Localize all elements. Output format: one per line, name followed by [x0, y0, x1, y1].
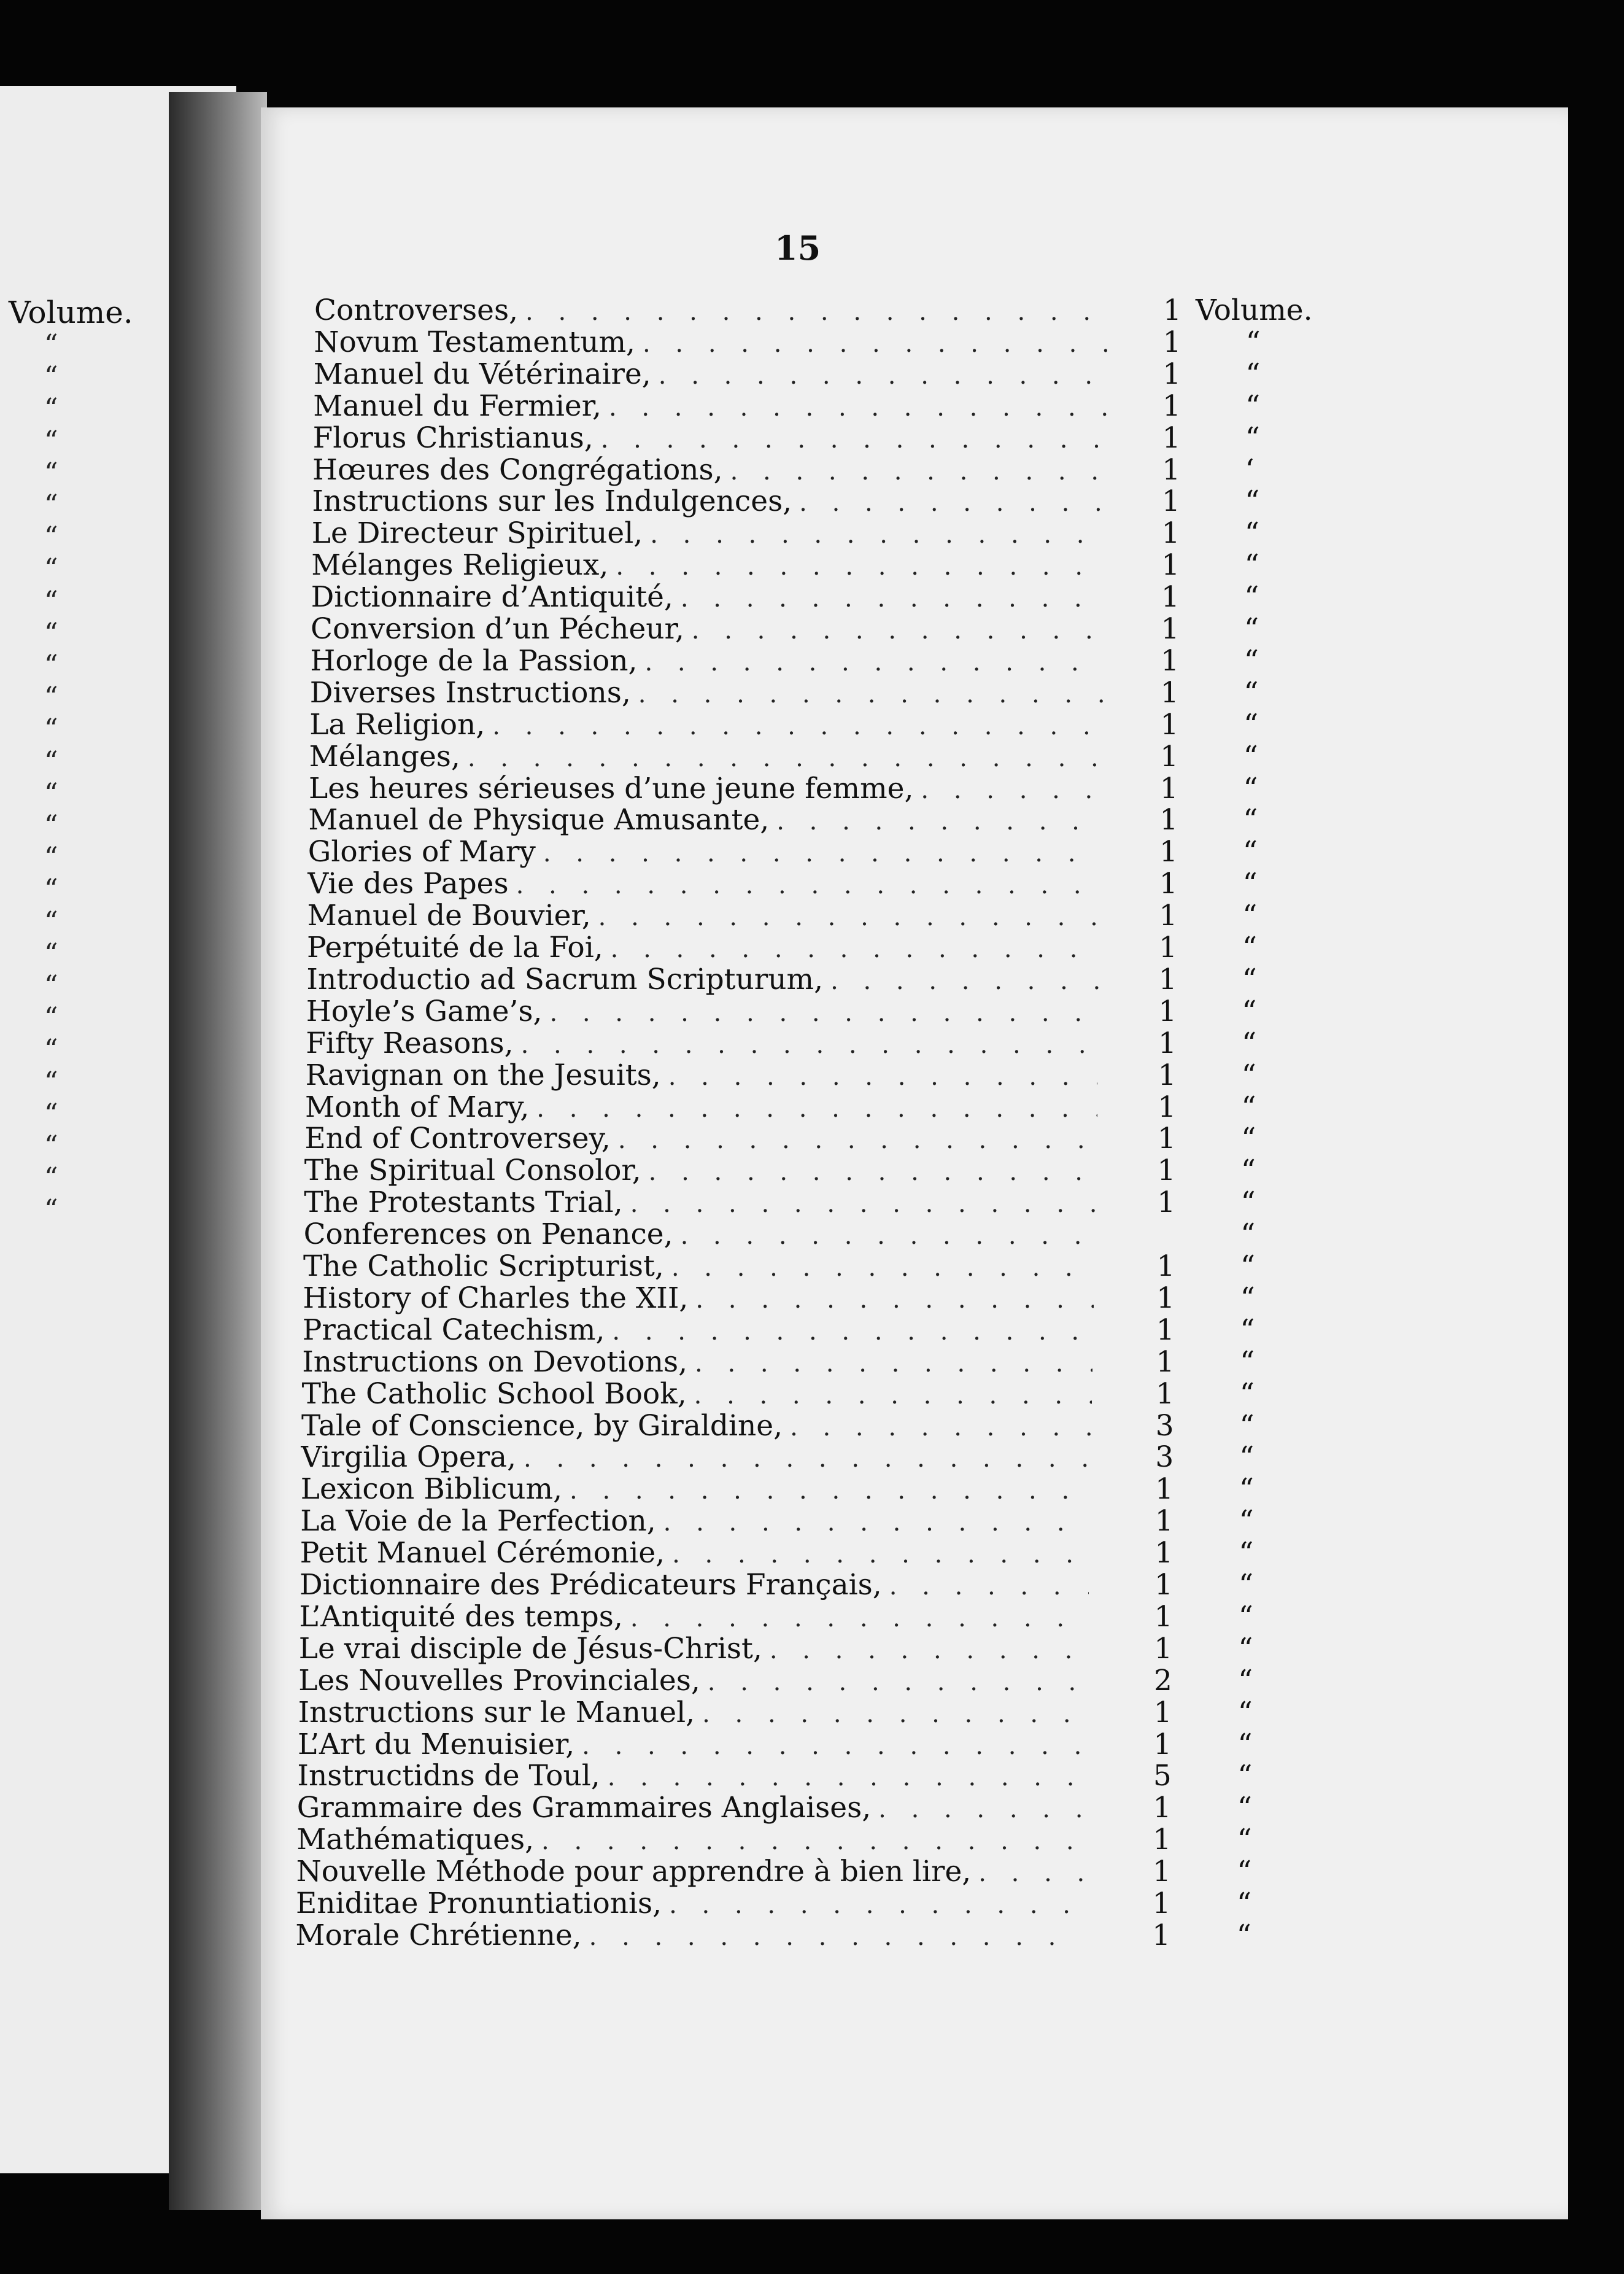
- left-ditto-mark: “: [44, 1130, 58, 1162]
- leader-dots: [570, 1477, 1091, 1505]
- leader-dots: [649, 1158, 1096, 1186]
- leader-dots: [609, 394, 1109, 422]
- ditto-mark: “: [1237, 1887, 1252, 1920]
- leader-dots: [692, 616, 1105, 645]
- left-ditto-mark: “: [44, 745, 58, 777]
- catalogue-entry: [300, 1536, 1097, 1568]
- left-ditto-mark: “: [44, 937, 58, 969]
- catalogue-entry: [306, 995, 1106, 1026]
- ditto-mark: “: [1242, 994, 1257, 1028]
- entry-title: Virgilia Opera,: [301, 1440, 517, 1475]
- entry-volume-count: 1: [1153, 1791, 1172, 1825]
- entry-title: History of Charles the XII,: [303, 1281, 689, 1315]
- entry-title: Manuel du Vétérinaire,: [313, 357, 651, 391]
- entry-volume-count: 1: [1161, 643, 1180, 678]
- entry-title: Nouvelle Méthode pour apprendre à bien lire,: [296, 1855, 972, 1889]
- entry-title: Instructions sur les Indulgences,: [312, 484, 792, 519]
- ditto-mark: “: [1237, 1759, 1253, 1793]
- ditto-mark: “: [1245, 421, 1260, 455]
- entry-title: Dictionnaire des Prédicateurs Français,: [300, 1568, 882, 1602]
- entry-title: L’Art du Menuisier,: [298, 1727, 575, 1761]
- leader-dots: [525, 298, 1111, 326]
- entry-title: Grammaire des Grammaires Anglaises,: [296, 1791, 872, 1825]
- left-ditto-mark: “: [44, 489, 58, 521]
- entry-volume-count: 1: [1159, 803, 1178, 837]
- leader-dots: [541, 1827, 1085, 1855]
- catalogue-entry: [311, 612, 1113, 644]
- catalogue-entry: [304, 1154, 1104, 1186]
- catalogue-entry: [296, 1887, 1091, 1919]
- entry-volume-count: 5: [1153, 1759, 1172, 1793]
- entry-title: Fifty Reasons,: [306, 1026, 514, 1060]
- left-ditto-mark: “: [44, 650, 58, 681]
- catalogue-entry: [313, 421, 1116, 453]
- left-ditto-mark: “: [44, 1002, 58, 1034]
- left-ditto-mark: “: [44, 553, 58, 585]
- entry-volume-count: 1: [1162, 452, 1181, 487]
- entry-title: Conversion d’un Pécheur,: [311, 612, 684, 646]
- leader-dots: [638, 680, 1104, 708]
- entry-volume-count: 1: [1154, 1536, 1174, 1570]
- entry-volume-count: 1: [1162, 357, 1181, 391]
- left-ditto-mark: “: [44, 681, 58, 713]
- page-number: 15: [775, 228, 821, 268]
- entry-title: Manuel du Fermier,: [313, 389, 601, 423]
- entry-title: The Catholic School Book,: [301, 1376, 687, 1411]
- ditto-mark: “: [1240, 1345, 1255, 1379]
- catalogue-entry: [312, 453, 1116, 485]
- leader-dots: [681, 1222, 1095, 1250]
- ditto-mark: “: [1238, 1631, 1253, 1666]
- catalogue-entry: [309, 740, 1111, 772]
- entry-volume-count: 1: [1159, 771, 1178, 805]
- entry-title: Vie des Papes: [307, 867, 509, 901]
- ditto-mark: “: [1237, 1695, 1253, 1729]
- entry-title: La Voie de la Perfection,: [300, 1504, 656, 1539]
- ditto-mark: “: [1242, 962, 1257, 996]
- leader-dots: [543, 839, 1102, 867]
- entry-title: Le vrai disciple de Jésus-Christ,: [298, 1631, 762, 1666]
- ditto-mark: “: [1240, 1154, 1256, 1188]
- ditto-mark: “: [1240, 1249, 1256, 1283]
- entry-volume-count: 1: [1153, 1695, 1172, 1729]
- catalogue-entry: [311, 580, 1113, 615]
- leader-dots: [608, 1763, 1086, 1791]
- ditto-mark: “: [1240, 1217, 1256, 1252]
- ditto-mark: ‘: [1245, 452, 1255, 487]
- entry-volume-count: 1: [1152, 1887, 1171, 1920]
- catalogue-entry: [305, 1090, 1105, 1122]
- catalogue-entry: [311, 548, 1114, 583]
- entry-volume-count: 1: [1161, 548, 1180, 583]
- left-ditto-mark: “: [44, 810, 58, 841]
- ditto-mark: “: [1245, 325, 1261, 359]
- entry-volume-count: 1: [1153, 1727, 1172, 1761]
- catalogue-entry: [302, 1345, 1100, 1377]
- entry-title: Le Directeur Spirituel,: [311, 516, 643, 551]
- left-ditto-mark: “: [44, 1162, 58, 1194]
- entry-title: Eniditae Pronuntiationis,: [296, 1887, 662, 1920]
- ditto-mark: “: [1237, 1727, 1253, 1761]
- entry-title: Horloge de la Passion,: [310, 643, 638, 678]
- leader-dots: [730, 457, 1108, 486]
- entry-title: Ravignan on the Jesuits,: [305, 1058, 661, 1092]
- entry-volume-count: 1: [1158, 962, 1177, 996]
- ditto-mark: “: [1240, 1186, 1256, 1220]
- catalogue-entry: [310, 676, 1112, 708]
- catalogue-entry: [314, 357, 1117, 389]
- ditto-mark: “: [1240, 1313, 1255, 1347]
- catalogue-entry: [312, 484, 1115, 519]
- entry-title: Instructions on Devotions,: [302, 1345, 688, 1379]
- leader-dots: [694, 1381, 1092, 1410]
- entry-title: Conferences on Penance,: [303, 1217, 673, 1252]
- catalogue-entry: [297, 1759, 1092, 1791]
- leader-dots: [611, 935, 1100, 963]
- ditto-mark: “: [1241, 1058, 1256, 1092]
- catalogue-entry: [307, 931, 1107, 963]
- catalogue-entry: [295, 1919, 1090, 1950]
- catalogue-entry: [298, 1728, 1094, 1760]
- leader-dots: [770, 1636, 1088, 1664]
- entry-volume-count: 1: [1161, 484, 1180, 519]
- catalogue-entry: [302, 1377, 1100, 1409]
- leader-dots: [659, 362, 1110, 390]
- entry-title: Month of Mary,: [305, 1090, 530, 1124]
- leader-dots: [921, 776, 1102, 804]
- catalogue-entry: [301, 1440, 1098, 1475]
- entry-volume-count: 1: [1156, 1313, 1175, 1347]
- leader-dots: [799, 489, 1107, 517]
- catalogue-entry: [303, 1249, 1102, 1281]
- entry-title: Practical Catechism,: [302, 1313, 605, 1347]
- entry-volume-count: 1: [1160, 675, 1179, 710]
- catalogue-entry: [306, 963, 1107, 995]
- catalogue-entry: [304, 1122, 1104, 1154]
- catalogue-entry: [296, 1855, 1091, 1887]
- leader-dots: [643, 330, 1110, 358]
- entry-title: End of Controversey,: [304, 1122, 611, 1156]
- catalogue-entry: [298, 1664, 1094, 1696]
- ditto-mark: “: [1244, 612, 1259, 646]
- entry-title: Dictionnaire d’Antiquité,: [311, 580, 673, 615]
- leader-dots: [516, 871, 1101, 899]
- catalogue-entry: [304, 1186, 1103, 1220]
- entry-title: Introductio ad Sacrum Scripturum,: [306, 962, 824, 996]
- entry-volume-count: 1: [1161, 612, 1180, 646]
- ditto-mark: “: [1245, 389, 1261, 423]
- left-ditto-mark: “: [44, 906, 58, 937]
- leader-dots: [468, 744, 1104, 772]
- catalogue-entry: [303, 1217, 1102, 1252]
- leader-dots: [616, 553, 1106, 581]
- catalogue-entry: [307, 867, 1108, 899]
- leader-dots: [695, 1286, 1094, 1314]
- catalogue-entry: [309, 708, 1111, 740]
- ditto-mark: “: [1237, 1855, 1252, 1889]
- ditto-mark: “: [1239, 1440, 1255, 1475]
- catalogue-entry: [299, 1632, 1095, 1664]
- left-ditto-mark: “: [44, 713, 58, 745]
- entry-volume-count: 1: [1163, 293, 1181, 327]
- ditto-mark: “: [1244, 548, 1259, 583]
- entry-volume-count: 1: [1161, 516, 1180, 551]
- ditto-mark: “: [1242, 899, 1258, 933]
- entry-volume-count: 1: [1157, 1122, 1176, 1156]
- entry-volume-count: 1: [1154, 1599, 1173, 1634]
- entry-title: Petit Manuel Cérémonie,: [300, 1536, 665, 1570]
- leader-dots: [978, 1859, 1084, 1887]
- catalogue-entry: [303, 1313, 1100, 1345]
- ditto-mark: “: [1239, 1568, 1254, 1602]
- ditto-mark: “: [1241, 1090, 1256, 1124]
- entry-volume-count: 1: [1156, 1249, 1175, 1283]
- ditto-mark: “: [1242, 867, 1258, 901]
- entry-title: Controverses,: [314, 293, 519, 327]
- leader-dots: [878, 1795, 1085, 1823]
- entry-volume-count: 1: [1158, 1090, 1177, 1124]
- ditto-mark: “: [1239, 1472, 1254, 1507]
- leader-dots: [549, 999, 1099, 1027]
- leader-dots: [671, 1254, 1094, 1282]
- leader-dots: [601, 425, 1109, 454]
- entry-volume-count: 2: [1153, 1663, 1172, 1698]
- entry-volume-count: 1: [1159, 835, 1178, 869]
- entry-volume-count: 1: [1153, 1823, 1172, 1857]
- ditto-mark: “: [1236, 1918, 1251, 1952]
- ditto-mark: “: [1239, 1504, 1254, 1539]
- entry-title: Perpétuité de la Foi,: [307, 931, 603, 964]
- entry-title: Les heures sérieuses d’une jeune femme,: [309, 771, 914, 805]
- entry-volume-count: 1: [1158, 1026, 1177, 1060]
- left-ditto-mark: “: [44, 457, 58, 489]
- volume-column-header: Volume.: [1196, 293, 1313, 327]
- catalogue-entry: [308, 835, 1109, 867]
- left-ditto-mark: “: [44, 329, 58, 360]
- leader-dots: [672, 1540, 1089, 1569]
- catalogue-entry: [306, 1026, 1105, 1058]
- entry-volume-count: 1: [1158, 994, 1177, 1028]
- left-ditto-mark: “: [44, 1194, 58, 1226]
- catalogue-entry: [314, 293, 1118, 325]
- leader-dots: [702, 1700, 1086, 1728]
- catalogue-entry: [309, 772, 1110, 804]
- entry-volume-count: 1: [1159, 931, 1177, 964]
- ditto-mark: “: [1242, 1026, 1257, 1060]
- entry-volume-count: 1: [1162, 421, 1181, 455]
- catalogue-entry: [307, 899, 1108, 931]
- leader-dots: [681, 584, 1106, 613]
- leader-dots: [668, 1063, 1098, 1091]
- catalogue-entry: [298, 1696, 1094, 1728]
- entry-title: The Protestants Trial,: [304, 1186, 623, 1220]
- ditto-mark: “: [1239, 1536, 1254, 1570]
- entry-title: Mathématiques,: [296, 1823, 535, 1857]
- entry-title: Florus Christianus,: [312, 421, 594, 455]
- leader-dots: [630, 1190, 1096, 1218]
- left-volume-header: Volume.: [9, 295, 133, 330]
- left-ditto-mark: “: [44, 777, 58, 809]
- entry-volume-count: 1: [1154, 1504, 1174, 1539]
- leader-dots: [708, 1668, 1087, 1696]
- leader-dots: [618, 1126, 1097, 1154]
- ditto-mark: “: [1243, 771, 1258, 805]
- leader-dots: [650, 521, 1107, 549]
- ditto-mark: “: [1244, 580, 1259, 615]
- entry-title: Instructions sur le Manuel,: [298, 1695, 695, 1729]
- leader-dots: [663, 1508, 1090, 1537]
- entry-title: Diverses Instructions,: [309, 675, 631, 710]
- ditto-mark: “: [1245, 357, 1261, 391]
- entry-title: L’Antiquité des temps,: [299, 1599, 623, 1634]
- leader-dots: [790, 1413, 1091, 1442]
- left-ditto-mark: “: [44, 842, 58, 874]
- entry-volume-count: 1: [1155, 1472, 1174, 1507]
- leader-dots: [582, 1732, 1086, 1760]
- leader-dots: [830, 967, 1099, 995]
- left-ditto-mark: “: [44, 1066, 58, 1098]
- catalogue-entry: [300, 1472, 1098, 1507]
- ditto-mark: “: [1242, 835, 1258, 869]
- entry-title: Hoyle’s Game’s,: [306, 994, 543, 1028]
- catalogue-entry: [308, 803, 1109, 835]
- left-ditto-mark: “: [44, 425, 58, 457]
- entry-volume-count: 1: [1160, 739, 1178, 774]
- left-ditto-mark: “: [44, 617, 58, 649]
- entry-volume-count: 1: [1156, 1281, 1175, 1315]
- ditto-mark: “: [1243, 803, 1258, 837]
- leader-dots: [589, 1923, 1083, 1951]
- entry-volume-count: 1: [1156, 1345, 1175, 1379]
- catalogue-entry: [300, 1504, 1097, 1539]
- entry-volume-count: 1: [1156, 1376, 1174, 1411]
- entry-volume-count: 1: [1154, 1631, 1173, 1666]
- entry-volume-count: 3: [1155, 1440, 1174, 1475]
- catalogue-entry: [296, 1823, 1092, 1855]
- catalogue-entry: [314, 325, 1118, 357]
- leader-dots: [524, 1445, 1091, 1473]
- ditto-mark: “: [1243, 707, 1259, 742]
- entry-volume-count: 1: [1162, 325, 1181, 359]
- leader-dots: [695, 1349, 1092, 1378]
- left-ditto-mark: “: [44, 521, 58, 553]
- entry-volume-count: 1: [1161, 580, 1180, 615]
- ditto-mark: “: [1243, 643, 1259, 678]
- entry-title: Mélanges,: [309, 739, 460, 774]
- entry-volume-count: 1: [1154, 1568, 1173, 1602]
- entry-title: Manuel de Physique Amusante,: [308, 803, 770, 837]
- leader-dots: [644, 648, 1105, 677]
- ditto-mark: “: [1238, 1599, 1253, 1634]
- catalogue-entry: [303, 1281, 1101, 1313]
- left-ditto-mark: “: [44, 585, 58, 617]
- left-ditto-mark: “: [44, 393, 58, 425]
- leader-dots: [630, 1604, 1088, 1632]
- leader-dots: [889, 1572, 1089, 1601]
- ditto-mark: “: [1238, 1663, 1253, 1698]
- leader-dots: [776, 807, 1102, 836]
- entry-volume-count: 1: [1158, 1058, 1177, 1092]
- ditto-mark: “: [1243, 675, 1259, 710]
- leader-dots: [669, 1891, 1083, 1919]
- left-ditto-mark: “: [44, 361, 58, 393]
- leader-dots: [521, 1031, 1099, 1059]
- entry-title: Glories of Mary: [307, 835, 536, 869]
- entry-title: Hœures des Congrégations,: [312, 452, 723, 487]
- entry-volume-count: 3: [1155, 1408, 1174, 1443]
- ditto-mark: “: [1243, 739, 1258, 774]
- entry-volume-count: 1: [1162, 389, 1181, 423]
- entry-title: Novum Testamentum,: [314, 325, 635, 359]
- catalogue-entry: [310, 644, 1112, 676]
- leader-dots: [612, 1317, 1093, 1346]
- leader-dots: [492, 712, 1104, 740]
- left-ditto-mark: “: [44, 1034, 58, 1066]
- ditto-mark: “: [1240, 1281, 1255, 1315]
- ditto-mark: “: [1244, 516, 1259, 551]
- entry-volume-count: 1: [1157, 1154, 1176, 1188]
- entry-title: Tale of Conscience, by Giraldine,: [301, 1408, 783, 1443]
- entry-volume-count: 1: [1159, 899, 1178, 933]
- catalogue-entry: [306, 1058, 1105, 1090]
- left-ditto-mark: “: [44, 874, 58, 906]
- entry-title: Lexicon Biblicum,: [300, 1472, 563, 1507]
- left-ditto-mark: “: [44, 1098, 58, 1130]
- entry-title: Instructidns de Toul,: [297, 1759, 600, 1793]
- entry-volume-count: 1: [1152, 1918, 1171, 1952]
- ditto-mark: “: [1239, 1376, 1255, 1411]
- ditto-mark: “: [1245, 484, 1260, 519]
- book-gutter: [169, 92, 267, 2210]
- catalogue-entry: [301, 1409, 1099, 1441]
- left-ditto-mark: “: [44, 970, 58, 1001]
- entry-volume-count: 1: [1159, 867, 1178, 901]
- ditto-mark: “: [1237, 1823, 1252, 1857]
- catalogue-entry: [299, 1600, 1096, 1632]
- catalogue-entry: [313, 389, 1116, 421]
- catalogue-entry: [300, 1568, 1096, 1600]
- catalogue-entry: [311, 516, 1115, 551]
- leader-dots: [598, 903, 1100, 931]
- entry-title: The Catholic Scripturist,: [303, 1249, 664, 1283]
- leader-dots: [536, 1095, 1097, 1123]
- entry-title: La Religion,: [309, 707, 485, 742]
- catalogue-entry: [297, 1791, 1092, 1823]
- ditto-mark: “: [1239, 1408, 1255, 1443]
- entry-volume-count: 1: [1160, 707, 1179, 742]
- ditto-mark: “: [1241, 1122, 1256, 1156]
- entry-title: Les Nouvelles Provinciales,: [298, 1663, 700, 1698]
- entry-volume-count: 1: [1157, 1186, 1176, 1220]
- entry-title: Manuel de Bouvier,: [307, 899, 591, 933]
- entry-volume-count: 1: [1152, 1855, 1171, 1889]
- entry-title: The Spiritual Consolor,: [304, 1154, 641, 1188]
- ditto-mark: “: [1237, 1791, 1252, 1825]
- ditto-mark: “: [1242, 931, 1258, 964]
- entry-title: Mélanges Religieux,: [311, 548, 609, 583]
- entry-title: Morale Chrétienne,: [295, 1918, 582, 1952]
